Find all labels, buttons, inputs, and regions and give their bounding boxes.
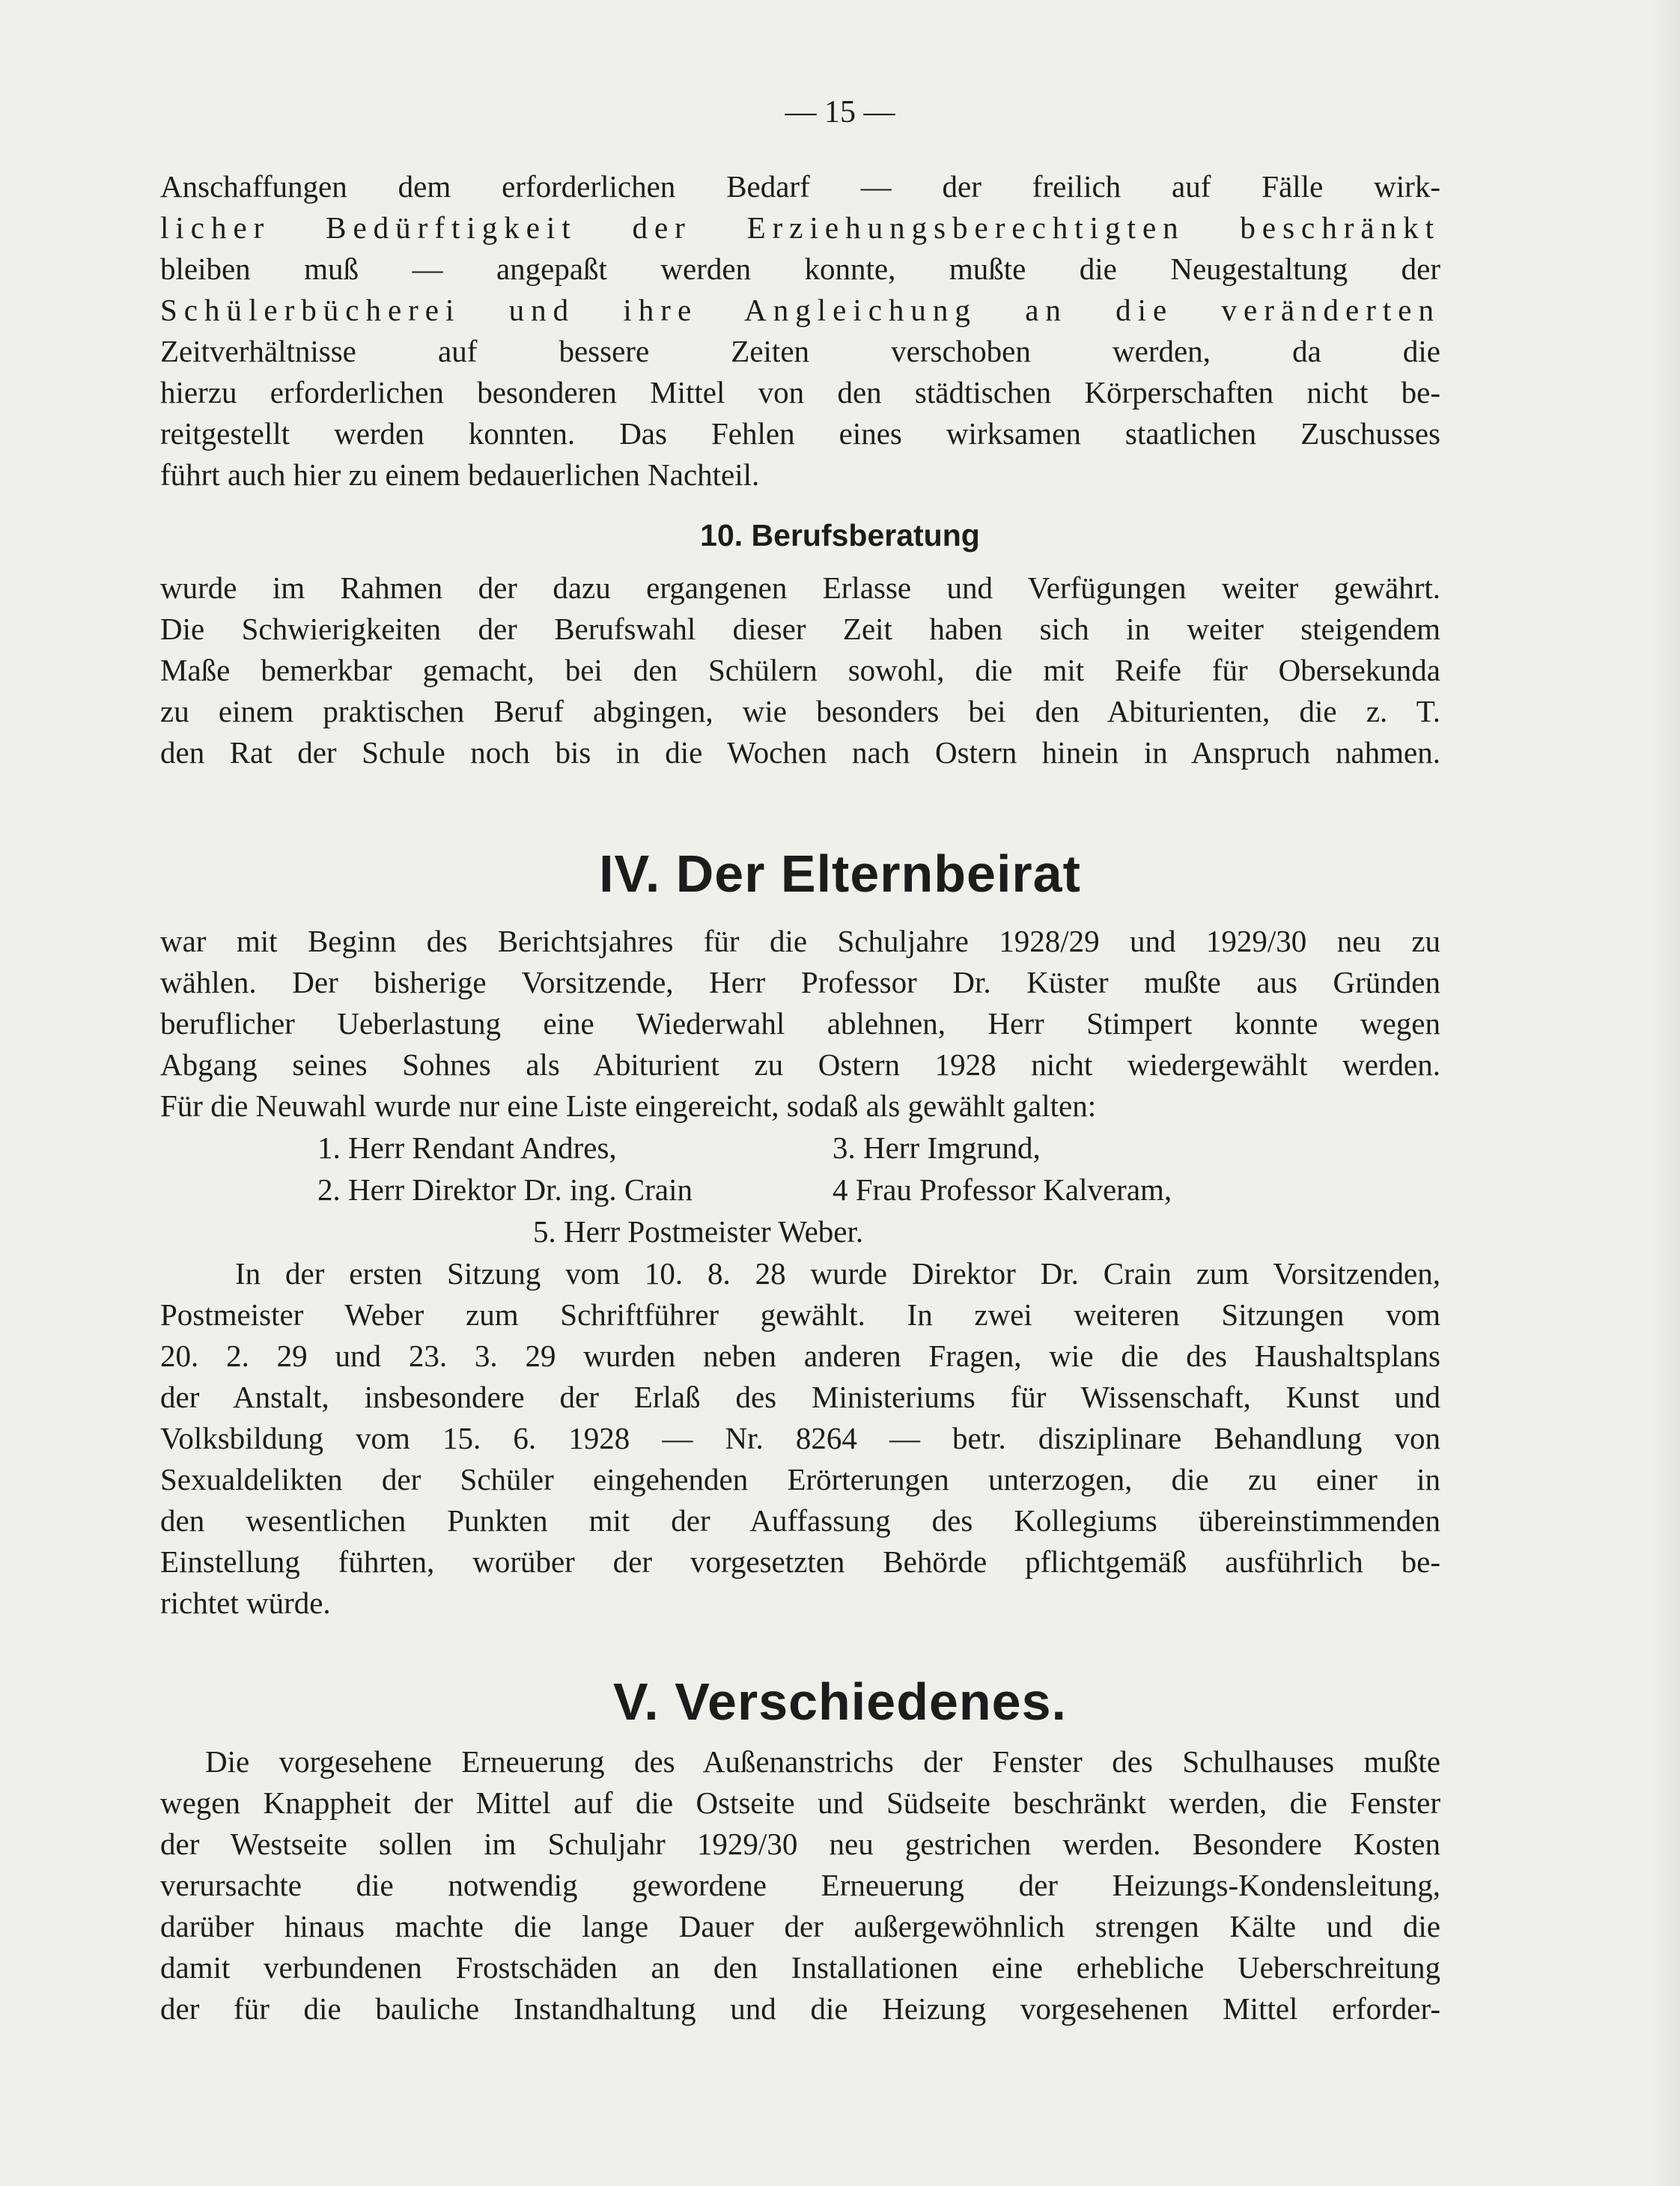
member-item: 4 Frau Professor Kalveram, — [833, 1172, 1172, 1207]
text-line: richtet würde. — [160, 1586, 331, 1620]
text-line-spaced: licher Bedürftigkeit der Erziehungsberechtigten beschränkt — [160, 210, 1440, 245]
section-iv-intro — [160, 921, 1440, 1127]
text-line: wurde im Rahmen der dazu ergangenen Erlasse und Verfügungen weiter gewährt. — [160, 570, 1440, 605]
text-line: Postmeister Weber zum Schriftführer gewählt. In zwei weiteren Sitzungen vom — [160, 1297, 1440, 1332]
member-item: 3. Herr Imgrund, — [833, 1130, 1041, 1165]
text-line-spaced: Schülerbücherei und ihre Angleichung an die veränderten — [160, 293, 1440, 327]
text-line: Abgang seines Sohnes als Abiturient zu Ostern 1928 nicht wiedergewählt werden. — [160, 1047, 1440, 1082]
text-line: damit verbundenen Frostschäden an den Installationen eine erhebliche Ueberschreitung — [160, 1950, 1440, 1985]
section-9-continuation — [160, 166, 1440, 496]
text-line: wählen. Der bisherige Vorsitzende, Herr Professor Dr. Küster mußte aus Gründen — [160, 965, 1440, 999]
text-line: beruflicher Ueberlastung eine Wiederwahl ablehnen, Herr Stimpert konnte wegen — [160, 1006, 1440, 1041]
text-line-indented: In der ersten Sitzung vom 10. 8. 28 wurde Direktor Dr. Crain zum Vorsitzenden, — [235, 1256, 1440, 1291]
text-line: wegen Knappheit der Mittel auf die Ostseite und Südseite beschränkt werden, die Fenster — [160, 1785, 1440, 1820]
text-line: 20. 2. 29 und 23. 3. 29 wurden neben anderen Fragen, wie die des Haushaltsplans — [160, 1339, 1440, 1373]
text-line-indented: Die vorgesehene Erneuerung des Außenanstrichs der Fenster des Schulhauses mußte — [205, 1744, 1440, 1779]
text-line: reitgestellt werden konnten. Das Fehlen eines wirksamen staatlichen Zuschusses — [160, 416, 1440, 451]
text-line: Maße bemerkbar gemacht, bei den Schülern sowohl, die mit Reife für Obersekunda — [160, 653, 1440, 687]
text-line: Zeitverhältnisse auf bessere Zeiten verschoben werden, da die — [160, 334, 1440, 368]
section-iv-body — [160, 1253, 1440, 1624]
text-line: Für die Neuwahl wurde nur eine Liste eingereicht, sodaß als gewählt galten: — [160, 1089, 1097, 1123]
text-line: darüber hinaus machte die lange Dauer der außergewöhnlich strengen Kälte und die — [160, 1909, 1440, 1943]
text-line: Anschaffungen dem erforderlichen Bedarf — der freilich auf Fälle wirk- — [160, 169, 1440, 204]
section-v-body — [160, 1741, 1440, 2030]
member-item: 2. Herr Direktor Dr. ing. Crain — [317, 1172, 693, 1207]
section-10-heading: 10. Berufsberatung — [700, 518, 980, 552]
text-line: Sexualdelikten der Schüler eingehenden Erörterungen unterzogen, die zu einer in — [160, 1462, 1440, 1497]
text-line: führt auch hier zu einem bedauerlichen Nachteil. — [160, 457, 760, 492]
text-line: war mit Beginn des Berichtsjahres für die Schuljahre 1928/29 und 1929/30 neu zu — [160, 924, 1440, 958]
text-line: bleiben muß — angepaßt werden konnte, mußte die Neugestaltung der — [160, 252, 1440, 286]
text-line: Volksbildung vom 15. 6. 1928 — Nr. 8264 — betr. disziplinare Behandlung von — [160, 1421, 1440, 1455]
text-line: hierzu erforderlichen besonderen Mittel von den städtischen Körperschaften nicht be- — [160, 375, 1440, 410]
text-line: der für die bauliche Instandhaltung und die Heizung vorgesehenen Mittel erforder- — [160, 1991, 1440, 2026]
text-line: Die Schwierigkeiten der Berufswahl dieser Zeit haben sich in weiter steigendem — [160, 612, 1440, 646]
section-10-body — [160, 567, 1440, 773]
page-number: — 15 — — [785, 95, 895, 130]
section-iv-heading: IV. Der Elternbeirat — [599, 844, 1081, 903]
member-item: 5. Herr Postmeister Weber. — [533, 1214, 864, 1249]
text-line: den Rat der Schule noch bis in die Wochen nach Ostern hinein in Anspruch nahmen. — [160, 735, 1440, 770]
member-item: 1. Herr Rendant Andres, — [317, 1130, 617, 1165]
text-line: der Westseite sollen im Schuljahr 1929/30 neu gestrichen werden. Besondere Kosten — [160, 1827, 1440, 1861]
text-line: den wesentlichen Punkten mit der Auffassung des Kollegiums übereinstimmenden — [160, 1503, 1440, 1538]
text-line: verursachte die notwendig gewordene Erneuerung der Heizungs-Kondensleitung, — [160, 1868, 1440, 1902]
text-line: zu einem praktischen Beruf abgingen, wie besonders bei den Abiturienten, die z. T. — [160, 694, 1440, 728]
text-line: der Anstalt, insbesondere der Erlaß des Ministeriums für Wissenschaft, Kunst und — [160, 1380, 1440, 1414]
page-edge-shadow — [1650, 0, 1680, 2186]
section-v-heading: V. Verschiedenes. — [613, 1672, 1067, 1731]
text-line: Einstellung führten, worüber der vorgesetzten Behörde pflichtgemäß ausführlich be- — [160, 1544, 1440, 1579]
